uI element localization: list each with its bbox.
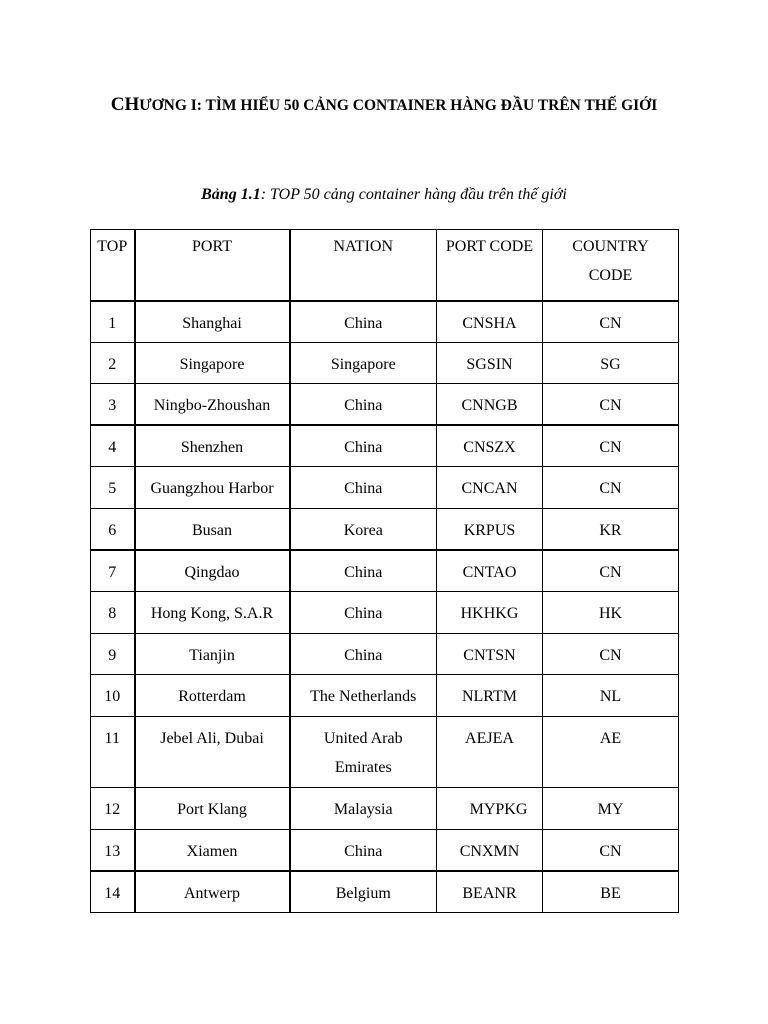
cell-top: 10 [91,675,135,717]
cell-port: Antwerp [135,871,290,913]
table-row [91,829,679,871]
cell-port-code: MYPKG [437,787,543,829]
cell-port: Xiamen [135,829,290,871]
cell-port-code: CNTSN [437,633,543,675]
cell-nation: China [290,550,437,592]
cell-nation-line1: United Arab [323,729,403,747]
header-top: TOP [91,230,135,301]
table-row [91,467,679,509]
cell-top: 7 [91,550,135,592]
cell-port: Rotterdam [135,675,290,717]
cell-port: Hong Kong, S.A.R [135,592,290,634]
cell-port-code: AEJEA [437,716,543,787]
cell-country-code: CN [543,384,679,426]
cell-country-code: AE [543,716,679,787]
caption-text: : TOP 50 cảng container hàng đầu trên thế giới [260,186,567,203]
cell-nation: China [290,425,437,467]
cell-country-code: CN [543,829,679,871]
cell-top: 11 [91,716,135,787]
cell-port-code: CNSHA [437,301,543,343]
cell-port-code: CNXMN [437,829,543,871]
chapter-title [0,94,768,116]
table-row [91,384,679,426]
cell-country-code: CN [543,467,679,509]
chapter-title-text: ƯƠNG I: TÌM HIỂU 50 CẢNG CONTAINER HÀNG ĐẦU TRÊN THẾ GIỚI [139,97,658,114]
header-nation: NATION [290,230,437,301]
cell-top: 5 [91,467,135,509]
cell-top: 6 [91,508,135,550]
table-row [91,633,679,675]
cell-port: Ningbo-Zhoushan [135,384,290,426]
cell-country-code: CN [543,301,679,343]
cell-top: 12 [91,787,135,829]
cell-port-code: CNTAO [437,550,543,592]
ports-table [90,229,679,913]
cell-country-code: SG [543,342,679,384]
cell-country-code: CN [543,425,679,467]
cell-nation: Belgium [290,871,437,913]
table-row [91,342,679,384]
header-country-code-line2: CODE [588,267,633,284]
cell-nation: China [290,633,437,675]
table-row [91,550,679,592]
cell-country-code: KR [543,508,679,550]
cell-nation: China [290,467,437,509]
table-row [91,425,679,467]
cell-port-code: CNSZX [437,425,543,467]
cell-country-code: MY [543,787,679,829]
table-row [91,592,679,634]
cell-top: 4 [91,425,135,467]
cell-port: Guangzhou Harbor [135,467,290,509]
table-row [91,716,679,787]
cell-port: Shenzhen [135,425,290,467]
cell-nation: China [290,384,437,426]
table-row [91,301,679,343]
table-row [91,787,679,829]
cell-port-code: KRPUS [437,508,543,550]
cell-nation: Korea [290,508,437,550]
cell-top: 13 [91,829,135,871]
table-header-row [91,230,679,301]
cell-port: Busan [135,508,290,550]
cell-country-code: NL [543,675,679,717]
cell-nation: Singapore [290,342,437,384]
cell-port: Jebel Ali, Dubai [135,716,290,787]
caption-label: Bảng 1.1 [201,186,261,203]
cell-top: 9 [91,633,135,675]
cell-top: 14 [91,871,135,913]
table-row [91,508,679,550]
header-country-code [543,230,679,301]
cell-port-code: HKHKG [437,592,543,634]
cell-port-code: SGSIN [437,342,543,384]
cell-nation [290,716,437,787]
cell-nation: China [290,301,437,343]
cell-port: Qingdao [135,550,290,592]
cell-nation-line2: Emirates [334,758,392,776]
cell-port: Singapore [135,342,290,384]
cell-port-code: BEANR [437,871,543,913]
cell-nation: The Netherlands [290,675,437,717]
cell-port-code: NLRTM [437,675,543,717]
cell-port: Shanghai [135,301,290,343]
table-caption [0,186,768,204]
cell-top: 3 [91,384,135,426]
chapter-title-initial: CH [110,94,140,115]
cell-country-code: CN [543,633,679,675]
cell-nation: China [290,592,437,634]
cell-country-code: CN [543,550,679,592]
table-row [91,675,679,717]
cell-country-code: HK [543,592,679,634]
cell-port: Tianjin [135,633,290,675]
cell-port: Port Klang [135,787,290,829]
table-row [91,871,679,913]
cell-top: 1 [91,301,135,343]
cell-country-code: BE [543,871,679,913]
cell-port-code: CNCAN [437,467,543,509]
cell-nation: China [290,829,437,871]
header-port: PORT [135,230,290,301]
cell-top: 2 [91,342,135,384]
cell-port-code: CNNGB [437,384,543,426]
cell-nation: Malaysia [290,787,437,829]
header-port-code: PORT CODE [437,230,543,301]
header-country-code-line1: COUNTRY [572,238,649,255]
cell-top: 8 [91,592,135,634]
